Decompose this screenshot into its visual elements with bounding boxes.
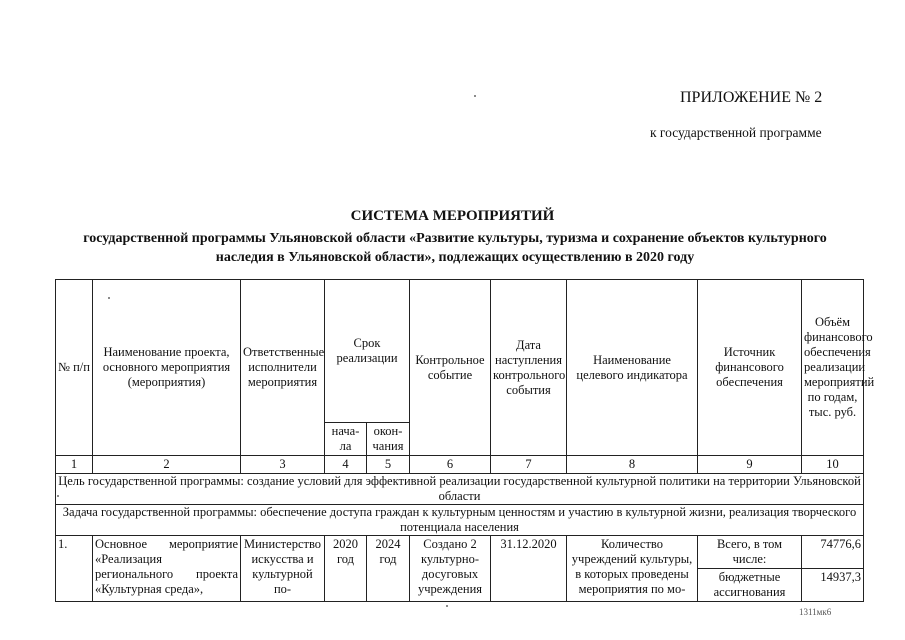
row1-responsible: Министерство искусства и культурной по- — [241, 536, 325, 602]
measures-table — [55, 279, 875, 602]
column-number: 2 — [93, 456, 241, 474]
column-number: 1 — [56, 456, 93, 474]
header-start: нача-ла — [325, 423, 367, 456]
page-footnote: 1311мк6 — [799, 607, 832, 617]
row1-end: 2024 год — [367, 536, 410, 602]
row1-name: Основное мероприятие «Реализация регионального проекта «Культурная среда», — [93, 536, 241, 602]
column-number: 4 — [325, 456, 367, 474]
header-num: № п/п — [56, 280, 93, 456]
row1-indicator: Количество учреждений культуры, в которых проведены мероприятия по мо- — [567, 536, 698, 602]
column-number: 5 — [367, 456, 410, 474]
row1-control-date: 31.12.2020 — [491, 536, 567, 602]
header-name: Наименование проекта, основного мероприятия (мероприятия) — [93, 280, 241, 456]
row1-start: 2020 год — [325, 536, 367, 602]
header-source: Источник финансового обеспечения — [698, 280, 802, 456]
scan-speck — [474, 95, 476, 97]
row1-source-budget: бюджетные ассигнования — [698, 569, 802, 602]
row1-num: 1. — [56, 536, 93, 602]
header-control-date: Дата наступления контрольного события — [491, 280, 567, 456]
column-number: 8 — [567, 456, 698, 474]
header-volume: Объём финансового обеспечения реализации мероприятий по годам, тыс. руб. — [802, 280, 864, 456]
row1-volume-budget: 14937,3 — [802, 569, 864, 602]
column-number: 6 — [410, 456, 491, 474]
column-number: 7 — [491, 456, 567, 474]
document-title: СИСТЕМА МЕРОПРИЯТИЙ — [350, 208, 555, 224]
header-responsible: Ответственные исполнители мероприятия — [241, 280, 325, 456]
header-period: Срок реализации — [325, 280, 410, 423]
row1-source-total: Всего, в том числе: — [698, 536, 802, 569]
column-number: 3 — [241, 456, 325, 474]
row1-volume-total: 74776,6 — [802, 536, 864, 569]
document-subtitle: государственной программы Ульяновской области «Развитие культуры, туризма и сохранение объектов культурного наследия в Ульяновской области», подлежащих осуществлению в 2020 году — [83, 231, 827, 265]
program-goal: Цель государственной программы: создание условий для эффективной реализации государственной культурной политики на территории Ульяновской области — [56, 474, 864, 505]
scan-speck — [108, 297, 110, 299]
program-task: Задача государственной программы: обеспечение доступа граждан к культурным ценностям и участию в культурной жизни, реализация творческого потенциала населения — [56, 505, 864, 536]
row1-control-event: Создано 2 культурно-досуговых учреждения — [410, 536, 491, 602]
header-end: окон-чания — [367, 423, 410, 456]
column-number: 10 — [802, 456, 864, 474]
appendix-label: ПРИЛОЖЕНИЕ № 2 — [680, 89, 823, 106]
program-reference: к государственной программе — [650, 125, 822, 140]
header-indicator: Наименование целевого индикатора — [567, 280, 698, 456]
scan-speck — [57, 495, 59, 497]
scan-speck — [446, 605, 448, 607]
column-number: 9 — [698, 456, 802, 474]
header-control-event: Контрольное событие — [410, 280, 491, 456]
